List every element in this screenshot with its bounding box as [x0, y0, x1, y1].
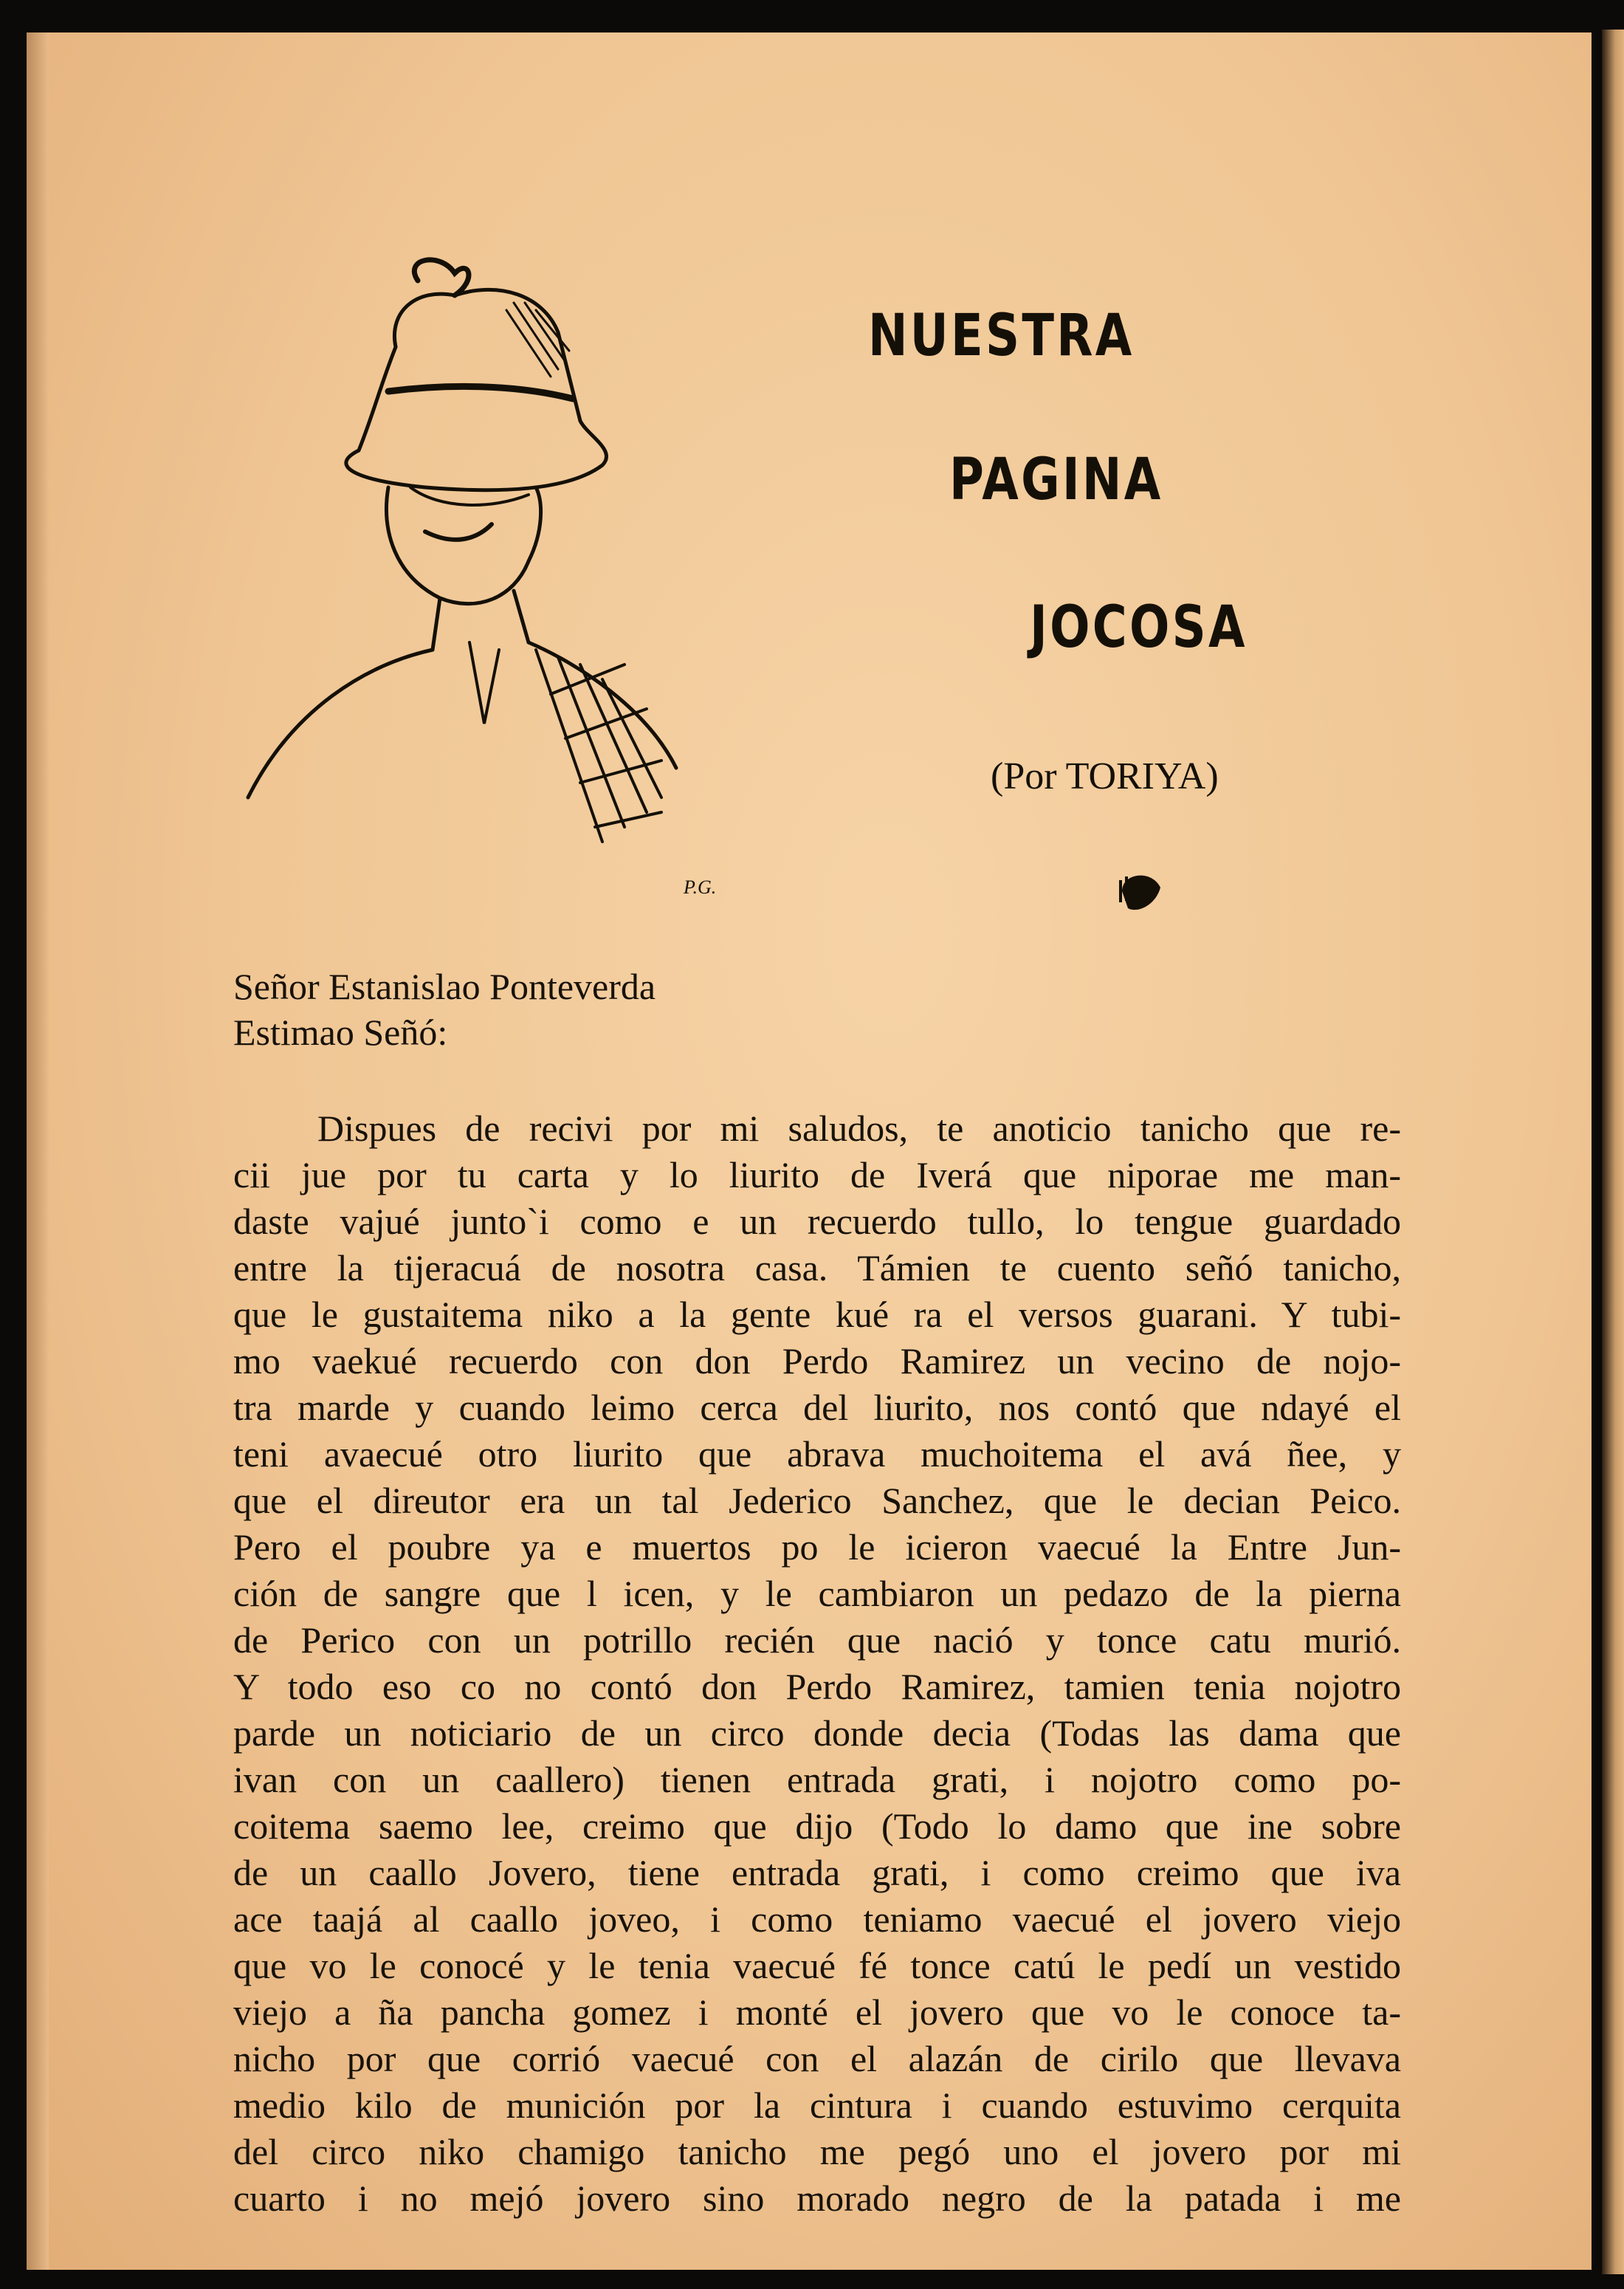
title-line-1: NUESTRA [868, 303, 1135, 369]
page-edge [27, 32, 49, 2270]
letter-body-line: del circo niko chamigo tanicho me pegó uno el jovero por mi [233, 2131, 1401, 2172]
letter-body-line: de Perico con un potrillo recién que nació y tonce catu murió. [233, 1619, 1401, 1661]
letter-body-line: Dispues de recivi por mi saludos, te anoticio tanicho que re- [317, 1108, 1401, 1149]
letter-body-line: Pero el poubre ya e muertos po le icieron vaecué la Entre Jun- [233, 1526, 1401, 1568]
letter-body-line: ivan con un caallero) tienen entrada grati, i nojotro como po- [233, 1759, 1401, 1800]
letter-addressee: Señor Estanislao Ponteverda [233, 966, 656, 1007]
letter-body-line: viejo a ña pancha gomez i monté el jovero que vo le conoce ta- [233, 1991, 1401, 2033]
letter-body-line: cii jue por tu carta y lo liurito de Iverá que niporae me man- [233, 1154, 1401, 1195]
letter-body-line: ción de sangre que l icen, y le cambiaron un pedazo de la pierna [233, 1573, 1401, 1614]
letter-body-line: tra marde y cuando leimo cerca del liurito, nos contó que ndayé el [233, 1387, 1401, 1428]
letter-salutation: Estimao Señó: [233, 1012, 448, 1053]
letter-body-line: mo vaekué recuerdo con don Perdo Ramirez un vecino de nojo- [233, 1340, 1401, 1382]
letter-body-line: teni avaecué otro liurito que abrava muchoitema el avá ñee, y [233, 1433, 1401, 1475]
title-line-3: JOCOSA [1030, 594, 1248, 661]
letter-body-line: daste vajué junto`i como e un recuerdo tullo, lo tengue guardado [233, 1201, 1401, 1242]
title-line-2: PAGINA [949, 447, 1163, 513]
leaf-ornament-icon [1115, 865, 1166, 917]
letter-body-line: entre la tijeracuá de nosotra casa. Támien te cuento señó tanicho, [233, 1247, 1401, 1288]
letter-body-line: coitema saemo lee, creimo que dijo (Todo lo damo que ine sobre [233, 1805, 1401, 1847]
illustration-signature: P.G. [684, 876, 717, 898]
letter-body-line: nicho por que corrió vaecué con el alazán de cirilo que llevava [233, 2038, 1401, 2079]
letter-body-line: ace taajá al caallo joveo, i como teniamo vaecué el jovero viejo [233, 1898, 1401, 1940]
letter-body-line: de un caallo Jovero, tiene entrada grati, i como creimo que iva [233, 1852, 1401, 1893]
letter-body-line: medio kilo de munición por la cintura i cuando estuvimo cerquita [233, 2084, 1401, 2126]
letter-body-line: cuarto i no mejó jovero sino morado negro de la patada i me [233, 2178, 1401, 2219]
adjacent-page-edge [1602, 30, 1624, 2274]
letter-body-line: que le gustaitema niko a la gente kué ra el versos guarani. Y tubi- [233, 1294, 1401, 1335]
man-with-hat-illustration [233, 251, 824, 901]
letter-body-line: que el direutor era un tal Jederico Sanchez, que le decian Peico. [233, 1480, 1401, 1521]
letter-body-line: Y todo eso co no contó don Perdo Ramirez, tamien tenia nojotro [233, 1666, 1401, 1707]
letter-body-line: que vo le conocé y le tenia vaecué fé tonce catú le pedí un vestido [233, 1945, 1401, 1986]
byline: (Por TORIYA) [991, 755, 1219, 797]
letter-body-line: parde un noticiario de un circo donde decia (Todas las dama que [233, 1712, 1401, 1754]
